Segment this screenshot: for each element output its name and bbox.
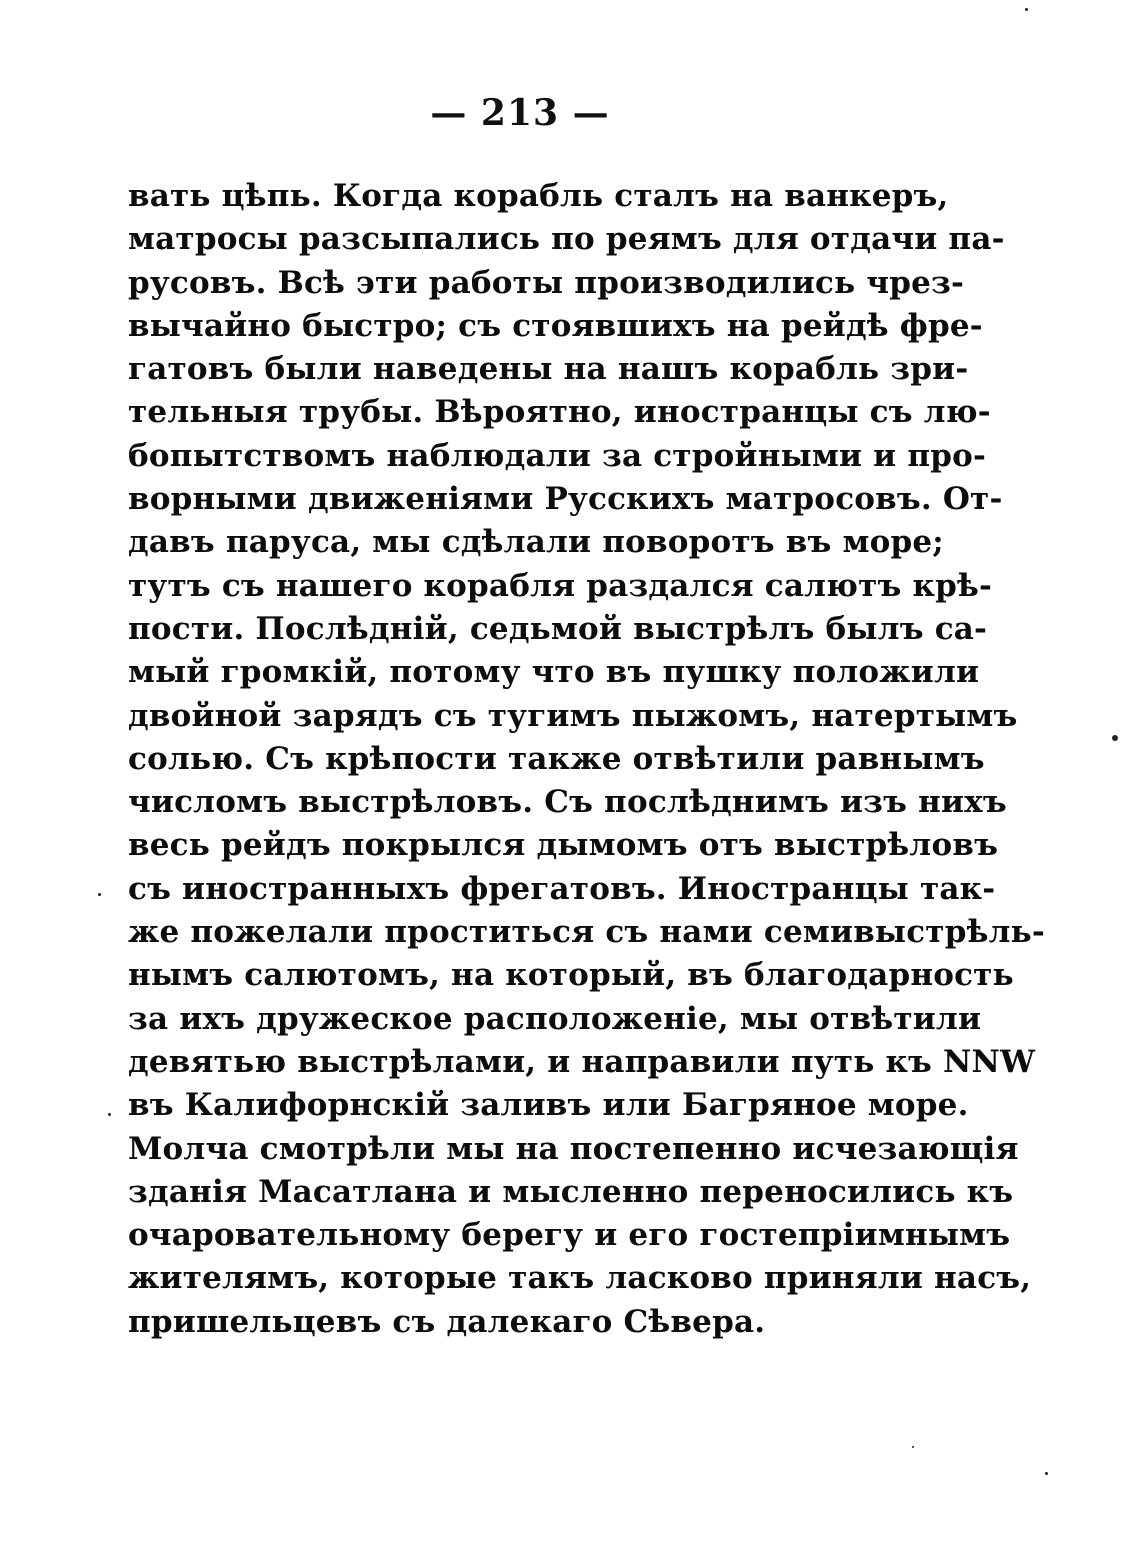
scan-speck — [108, 1113, 111, 1116]
text-line: Молча смотрѣли мы на постепенно исчезающія — [128, 1130, 1019, 1167]
text-line: весь рейдъ покрылся дымомъ отъ выстрѣловъ — [128, 827, 999, 864]
text-line: двойной зарядъ съ тугимъ пыжомъ, натертымъ — [128, 697, 1018, 734]
text-line: тельныя трубы. Вѣроятно, иностранцы съ лю- — [128, 394, 991, 431]
text-line: съ иностранныхъ фрегатовъ. Иностранцы так- — [128, 870, 996, 907]
text-line: солью. Съ крѣпости также отвѣтили равнымъ — [128, 740, 985, 777]
text-line: вать цѣпь. Когда корабль сталъ на ванкеръ, — [128, 178, 949, 214]
text-line: бопытствомъ наблюдали за стройными и про- — [128, 437, 987, 474]
text-line: числомъ выстрѣловъ. Съ послѣднимъ изъ нихъ — [128, 784, 1007, 821]
text-line: пришельцевъ съ далекаго Сѣвера. — [128, 1303, 766, 1340]
text-line: за ихъ дружеское расположеніе, мы отвѣтили — [128, 1000, 982, 1037]
text-line: русовъ. Всѣ эти работы производились чрез- — [128, 264, 965, 301]
text-line: зданія Масатлана и мысленно переносились къ — [128, 1173, 1014, 1210]
text-line: нымъ салютомъ, на который, въ благодарность — [128, 957, 1014, 994]
scan-speck — [1112, 735, 1118, 741]
scan-speck — [98, 893, 101, 896]
text-line: давъ паруса, мы сдѣлали поворотъ въ море; — [128, 524, 944, 561]
text-line: тутъ съ нашего корабля раздался салютъ крѣ- — [128, 567, 993, 604]
scan-speck — [1025, 8, 1028, 11]
scan-speck — [912, 1446, 914, 1448]
text-line: очаровательному берегу и его гостепріимнымъ — [128, 1217, 1011, 1254]
page-number: — 213 — — [430, 92, 610, 134]
text-line: девятью выстрѣлами, и направили путь къ NNW — [128, 1043, 1036, 1080]
text-line: вычайно быстро; съ стоявшихъ на рейдѣ фре- — [128, 307, 983, 344]
text-line: гатовъ были наведены на нашъ корабль зри- — [128, 351, 969, 388]
text-line: же пожелали проститься съ нами семивыстрѣль- — [128, 914, 1045, 951]
text-line: въ Калифорнскій заливъ или Багряное море. — [128, 1087, 969, 1124]
text-line: мый громкій, потому что въ пушку положили — [128, 654, 980, 691]
body-text — [128, 175, 1045, 1344]
text-line: матросы разсыпались по реямъ для отдачи па- — [128, 221, 1005, 258]
text-line: жителямъ, которые такъ ласково приняли насъ, — [128, 1260, 1032, 1297]
text-line: пости. Послѣдній, седьмой выстрѣлъ былъ са- — [128, 610, 988, 647]
scan-speck — [1045, 1472, 1048, 1475]
text-line: ворными движеніями Русскихъ матросовъ. От- — [128, 481, 1003, 518]
